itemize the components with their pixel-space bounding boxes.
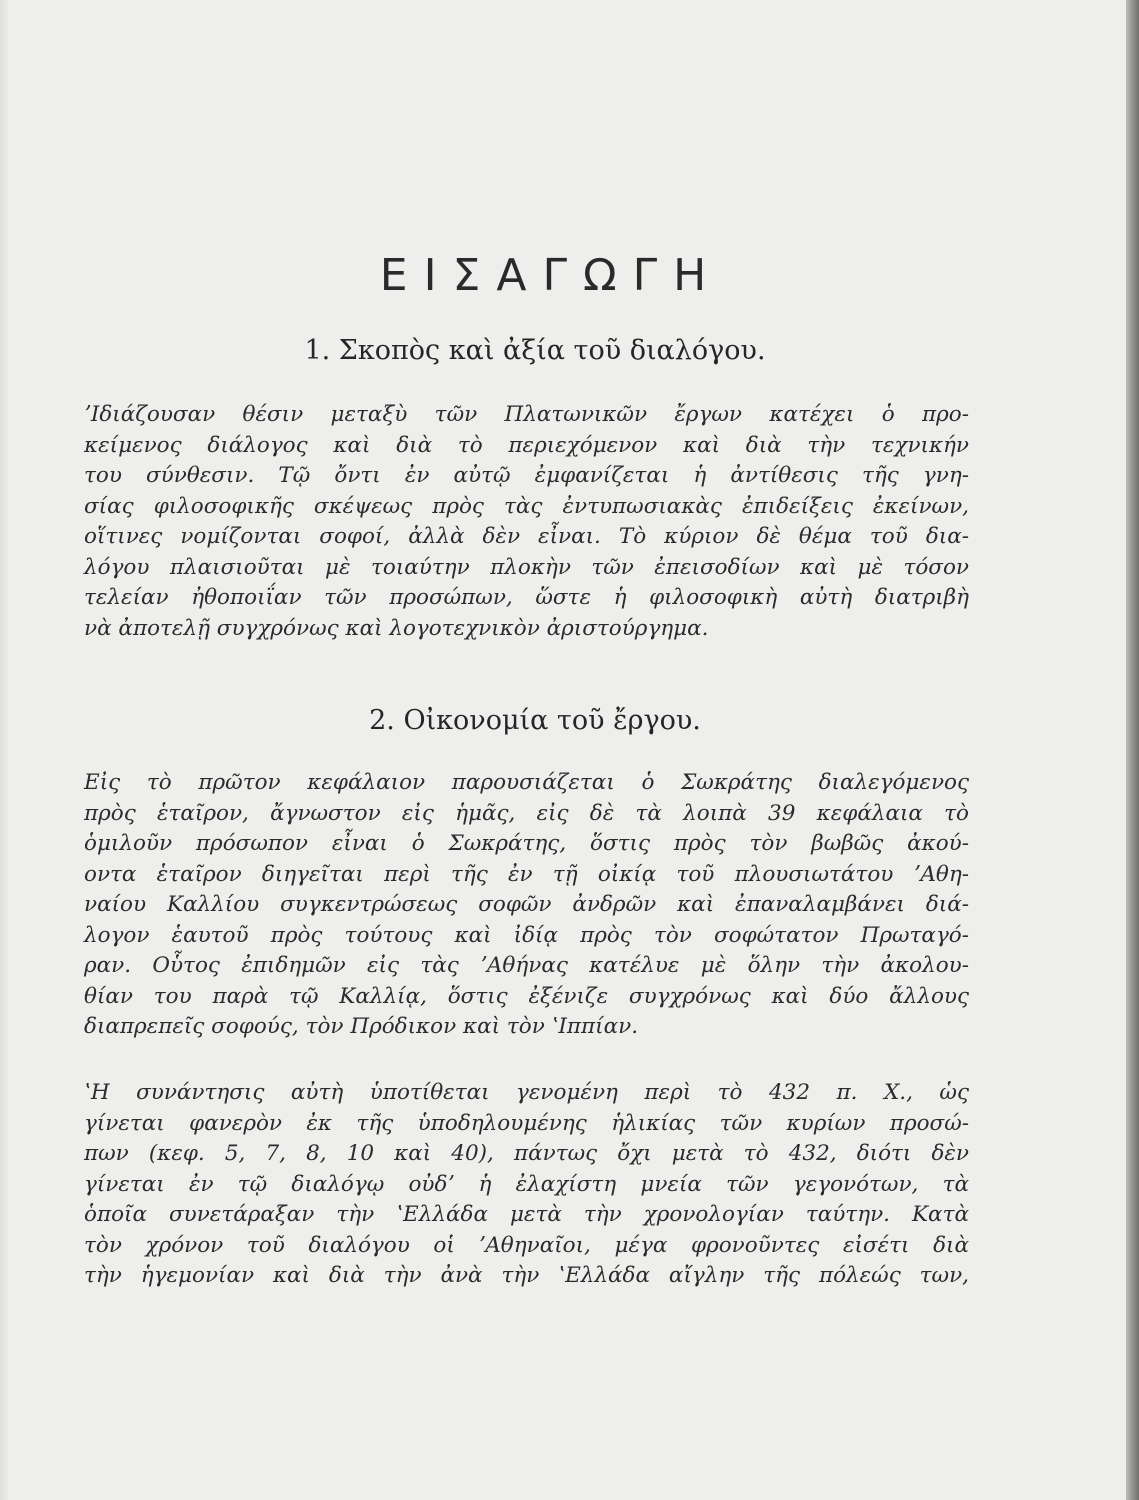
text-line: ʼΙδιάζουσαν θέσιν μεταξὺ τῶν Πλατωνικῶν ἔργων κατέχει ὁ προ- bbox=[84, 402, 969, 427]
page-title: ΕΙΣΑΓΩΓΗ bbox=[379, 250, 723, 301]
text-line: λόγου πλαισιοῦται μὲ τοιαύτην πλοκὴν τῶν ἐπεισοδίων καὶ μὲ τόσον bbox=[84, 554, 969, 580]
text-line: κείμενος διάλογος καὶ διὰ τὸ περιεχόμενον καὶ διὰ τὴν τεχνικήν bbox=[84, 432, 969, 458]
paragraph-1 bbox=[84, 400, 969, 644]
text-line: πων (κεφ. 5, 7, 8, 10 καὶ 40), πάντως ὄχι μετὰ τὸ 432, διότι δὲν bbox=[84, 1141, 969, 1166]
text-line: λογον ἑαυτοῦ πρὸς τούτους καὶ ἰδίᾳ πρὸς τὸν σοφώτατον Πρωταγό- bbox=[84, 922, 969, 948]
text-line: οἵτινες νομίζονται σοφοί, ἀλλὰ δὲν εἶναι. Τὸ κύριον δὲ θέμα τοῦ δια- bbox=[84, 524, 969, 549]
text-line: ὁμιλοῦν πρόσωπον εἶναι ὁ Σωκράτης, ὅστις πρὸς τὸν βωβῶς ἀκού- bbox=[84, 831, 969, 856]
text-line: νὰ ἀποτελῇ συγχρόνως καὶ λογοτεχνικὸν ἀριστούργημα. bbox=[84, 615, 709, 641]
text-line: Εἰς τὸ πρῶτον κεφάλαιον παρουσιάζεται ὁ Σωκράτης διαλεγόμενος bbox=[84, 770, 969, 795]
gutter-shadow bbox=[0, 0, 10, 1500]
text-line: ὁποῖα συνετάραξαν τὴν ʽΕλλάδα μετὰ τὴν χρονολογίαν ταύτην. Κατὰ bbox=[84, 1202, 969, 1227]
text-line: του σύνθεσιν. Τῷ ὄντι ἐν αὐτῷ ἐμφανίζεται ἡ ἀντίθεσις τῆς γνη- bbox=[84, 463, 969, 488]
text-line: γίνεται ἐν τῷ διαλόγῳ οὐδʼ ἡ ἐλαχίστη μνεία τῶν γεγονότων, τὰ bbox=[84, 1171, 969, 1197]
text-line: οντα ἑταῖρον διηγεῖται περὶ τῆς ἐν τῇ οἰκίᾳ τοῦ πλουσιωτάτου ʼΑθη- bbox=[84, 861, 969, 887]
section-heading-2: 2. Οἰκονομία τοῦ ἔργου. bbox=[369, 705, 701, 736]
text-line: τελείαν ἠθοποιΐαν τῶν προσώπων, ὥστε ἡ φιλοσοφικὴ αὐτὴ διατριβὴ bbox=[84, 585, 969, 610]
section-heading-1: 1. Σκοπὸς καὶ ἀξία τοῦ διαλόγου. bbox=[304, 335, 766, 366]
paragraph-3 bbox=[84, 1078, 969, 1292]
text-line: ραν. Οὗτος ἐπιδημῶν εἰς τὰς ʼΑθήνας κατέλυε μὲ ὅλην τὴν ἀκολου- bbox=[84, 953, 969, 978]
text-line: ʽΗ συνάντησις αὐτὴ ὑποτίθεται γενομένη περὶ τὸ 432 π. Χ., ὡς bbox=[84, 1080, 969, 1105]
text-line: γίνεται φανερὸν ἐκ τῆς ὑποδηλουμένης ἡλικίας τῶν κυρίων προσώ- bbox=[84, 1110, 969, 1136]
text-line: πρὸς ἑταῖρον, ἄγνωστον εἰς ἡμᾶς, εἰς δὲ τὰ λοιπὰ 39 κεφάλαια τὸ bbox=[84, 800, 969, 826]
text-line: σίας φιλοσοφικῆς σκέψεως πρὸς τὰς ἐντυπωσιακὰς ἐπιδείξεις ἐκείνων, bbox=[84, 493, 969, 519]
paragraph-2 bbox=[84, 768, 969, 1043]
text-line: τὴν ἡγεμονίαν καὶ διὰ τὴν ἀνὰ τὴν ʽΕλλάδα αἴγλην τῆς πόλεώς των, bbox=[84, 1263, 969, 1288]
text-line: τὸν χρόνον τοῦ διαλόγου οἱ ʼΑθηναῖοι, μέγα φρονοῦντες εἰσέτι διὰ bbox=[84, 1232, 969, 1258]
text-line: διαπρεπεῖς σοφούς, τὸν Πρόδικον καὶ τὸν ʽΙππίαν. bbox=[84, 1014, 639, 1039]
text-line: θίαν του παρὰ τῷ Καλλίᾳ, ὅστις ἐξένιζε συγχρόνως καὶ δύο ἄλλους bbox=[84, 983, 969, 1009]
page-edge bbox=[1126, 0, 1139, 1500]
text-line: ναίου Καλλίου συγκεντρώσεως σοφῶν ἀνδρῶν καὶ ἐπαναλαμβάνει διά- bbox=[84, 892, 969, 917]
